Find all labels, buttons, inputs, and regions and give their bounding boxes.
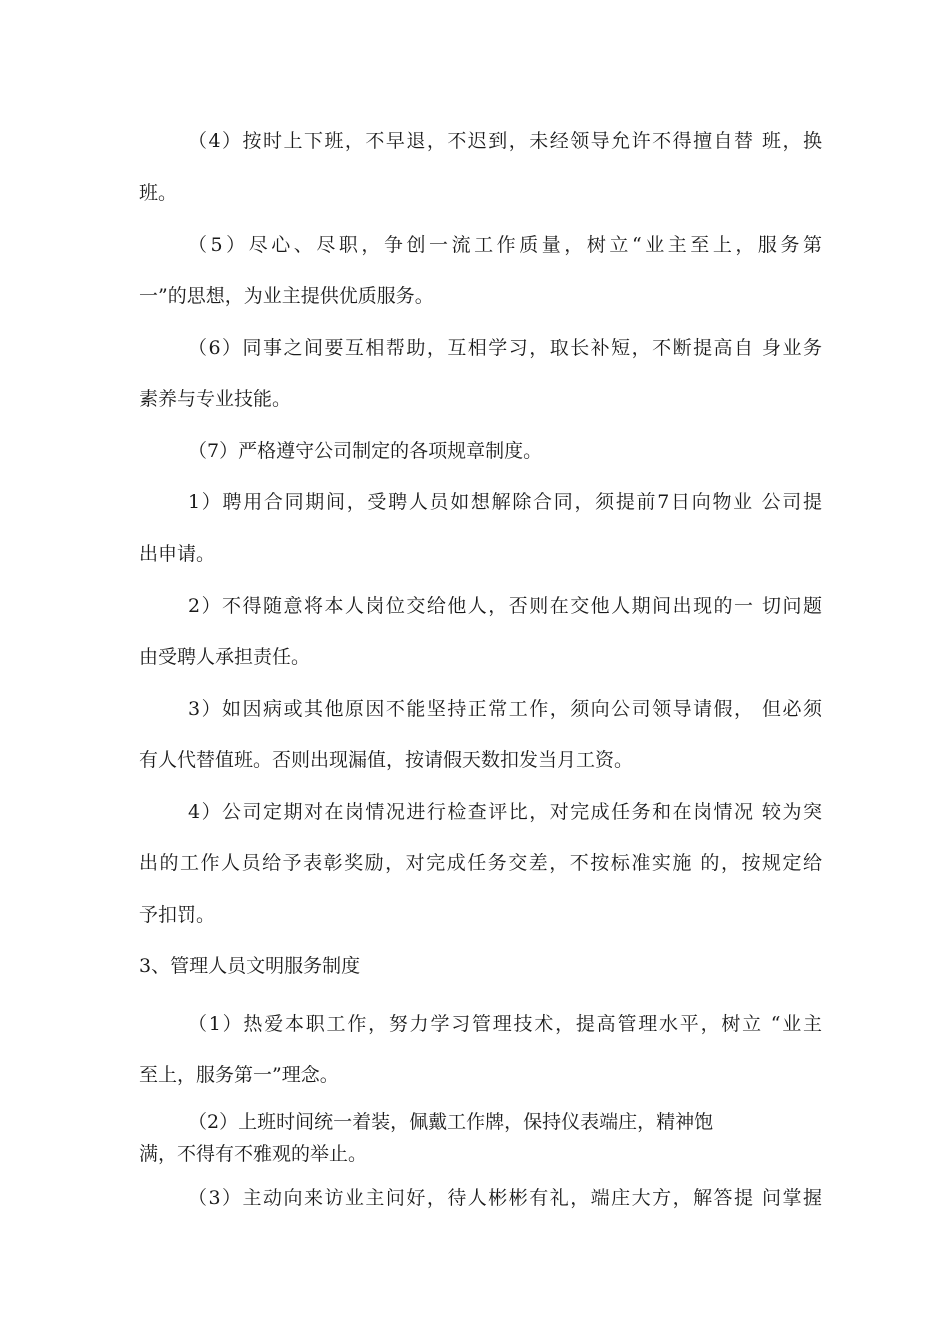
sub-item-4-line-3: 予扣罚。	[139, 904, 216, 926]
paragraph-6-line-2: 素养与专业技能。	[139, 388, 292, 410]
mgmt-item-2-line-2: 满，不得有不雅观的举止。	[139, 1143, 368, 1165]
mgmt-item-1-line-1: （1）热爱本职工作，努力学习管理技术，提高管理水平，树立 “业主	[188, 1013, 822, 1035]
section-heading: 3、管理人员文明服务制度	[139, 955, 361, 977]
sub-item-1-line-2: 出申请。	[139, 543, 216, 565]
paragraph-5-line-2: 一”的思想，为业主提供优质服务。	[139, 285, 434, 307]
paragraph-6-line-1: （6）同事之间要互相帮助，互相学习，取长补短，不断提高自 身业务	[188, 337, 822, 359]
paragraph-7-line-1: （7）严格遵守公司制定的各项规章制度。	[188, 440, 543, 462]
sub-item-4-line-2: 出的工作人员给予表彰奖励，对完成任务交差，不按标准实施 的，按规定给	[139, 852, 822, 874]
sub-item-1-line-1: 1）聘用合同期间，受聘人员如想解除合同，须提前7日向物业 公司提	[188, 491, 822, 513]
mgmt-item-3-line-1: （3）主动向来访业主问好，待人彬彬有礼，端庄大方，解答提 问掌握	[188, 1187, 822, 1209]
sub-item-2-line-1: 2）不得随意将本人岗位交给他人，否则在交他人期间出现的一 切问题	[188, 595, 822, 617]
paragraph-4-line-1: （4）按时上下班，不早退，不迟到，未经领导允许不得擅自替 班，换	[188, 130, 822, 152]
paragraph-5-line-1: （5）尽心、尽职，争创一流工作质量，树立“业主至上，服务第	[188, 234, 822, 256]
mgmt-item-1-line-2: 至上，服务第一”理念。	[139, 1064, 339, 1086]
sub-item-2-line-2: 由受聘人承担责任。	[139, 646, 311, 668]
sub-item-4-line-1: 4）公司定期对在岗情况进行检查评比，对完成任务和在岗情况 较为突	[188, 801, 822, 823]
sub-item-3-line-2: 有人代替值班。否则出现漏值，按请假天数扣发当月工资。	[139, 749, 634, 771]
sub-item-3-line-1: 3）如因病或其他原因不能坚持正常工作，须向公司领导请假， 但必须	[188, 698, 822, 720]
mgmt-item-2-line-1: （2）上班时间统一着装，佩戴工作牌，保持仪表端庄，精神饱	[188, 1111, 714, 1133]
paragraph-4-line-2: 班。	[139, 182, 178, 204]
